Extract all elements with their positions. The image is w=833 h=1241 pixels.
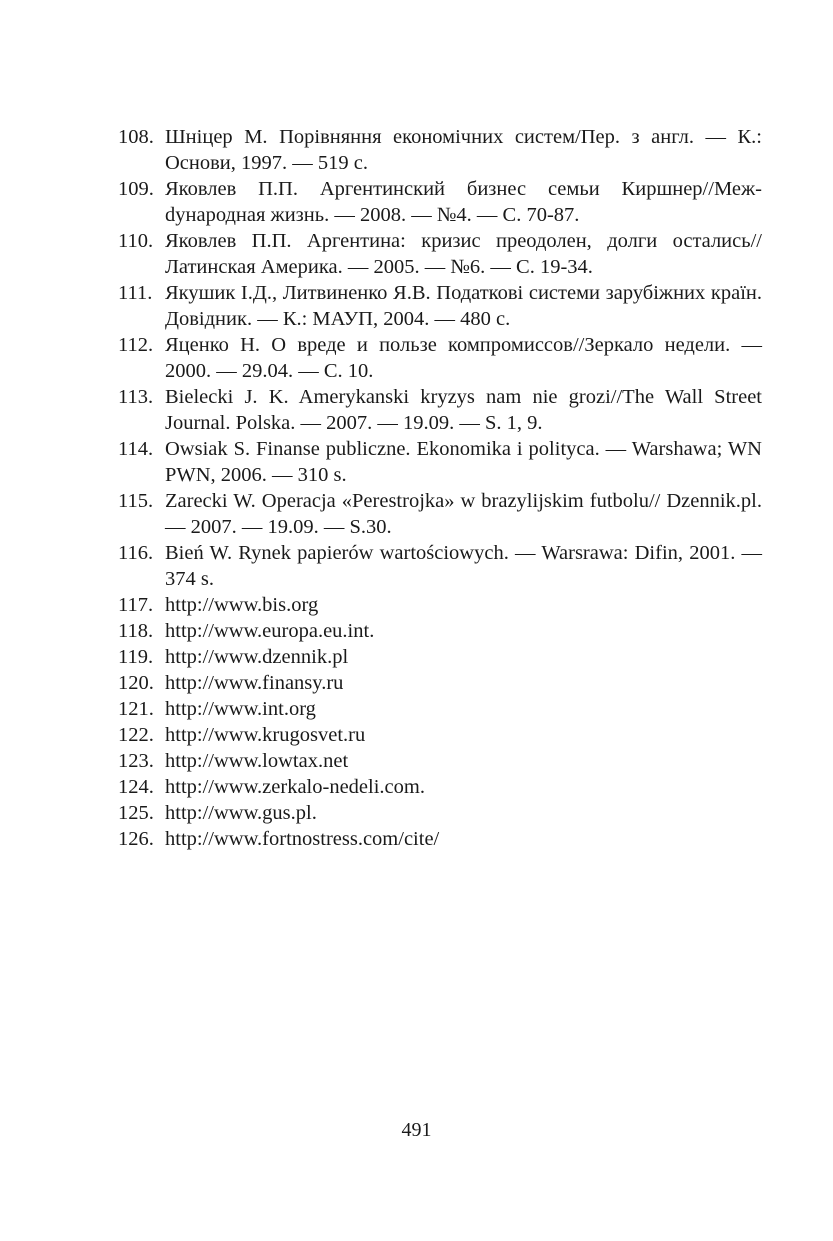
reference-item (118, 228, 762, 280)
reference-item (118, 774, 762, 800)
reference-item (118, 826, 762, 852)
reference-number: 111. (118, 282, 153, 304)
reference-link: http://www.bis.org (165, 594, 319, 616)
reference-text: Якушик І.Д., Литвиненко Я.В. Податкові системи зарубіжних країн. Довідник. — К.: МАУП, 2004. — 480 с. (165, 282, 762, 330)
reference-number: 114. (118, 438, 154, 460)
reference-item (118, 670, 762, 696)
reference-item (118, 540, 762, 592)
reference-text: Zarecki W. Operacja «Perestrojka» w brazylijskim futbolu// Dzennik.pl. — 2007. — 19.09. — S.30. (165, 490, 762, 538)
reference-item (118, 280, 762, 332)
reference-number: 115. (118, 490, 154, 512)
reference-text: Owsiak S. Finanse publiczne. Ekonomika i polityca. — Warshawa; WN PWN, 2006. — 310 s. (165, 438, 762, 486)
reference-text: Шніцер М. Порівняння економічних систем/Пер. з англ. — К.: Основи, 1997. — 519 с. (165, 126, 762, 174)
reference-text: Яценко Н. О вреде и пользе компромиссов//Зеркало недели. — 2000. — 29.04. — С. 10. (165, 334, 762, 382)
reference-link: http://www.europa.eu.int. (165, 620, 375, 642)
reference-number: 123. (118, 750, 154, 772)
reference-number: 117. (118, 594, 154, 616)
reference-link: http://www.int.org (165, 698, 316, 720)
reference-number: 108. (118, 126, 154, 148)
reference-item (118, 384, 762, 436)
reference-number: 118. (118, 620, 154, 642)
reference-number: 110. (118, 230, 154, 252)
reference-number: 125. (118, 802, 154, 824)
reference-number: 120. (118, 672, 154, 694)
reference-number: 126. (118, 828, 154, 850)
reference-text: Яковлев П.П. Аргентинский бизнес семьи Киршнер//Межdународная жизнь. — 2008. — №4. — С. 70-87. (165, 178, 762, 226)
reference-item (118, 488, 762, 540)
page-number: 491 (401, 1119, 432, 1141)
reference-item (118, 436, 762, 488)
reference-item (118, 592, 762, 618)
reference-item (118, 696, 762, 722)
reference-text: Bielecki J. K. Amerykanski kryzys nam nie grozi//The Wall Street Journal. Polska. — 2007. — 19.09. — S. 1, 9. (165, 386, 762, 434)
reference-list (118, 124, 762, 852)
reference-link: http://www.fortnostress.com/cite/ (165, 828, 440, 850)
reference-number: 109. (118, 178, 154, 200)
reference-number: 116. (118, 542, 154, 564)
reference-item (118, 748, 762, 774)
reference-link: http://www.zerkalo-nedeli.com. (165, 776, 425, 798)
reference-number: 112. (118, 334, 154, 356)
reference-number: 119. (118, 646, 154, 668)
reference-link: http://www.lowtax.net (165, 750, 349, 772)
reference-item (118, 722, 762, 748)
reference-item (118, 176, 762, 228)
reference-text: Яковлев П.П. Аргентина: кризис преодолен, долги остались// Латинская Америка. — 2005. — №6. — С. 19-34. (165, 230, 762, 278)
reference-link: http://www.gus.pl. (165, 802, 317, 824)
reference-number: 124. (118, 776, 154, 798)
reference-link: http://www.krugosvet.ru (165, 724, 366, 746)
reference-link: http://www.finansy.ru (165, 672, 344, 694)
reference-text: Bień W. Rynek papierów wartościowych. — Warsrawa: Difin, 2001. — 374 s. (165, 542, 762, 590)
reference-item (118, 618, 762, 644)
reference-item (118, 332, 762, 384)
reference-item (118, 124, 762, 176)
reference-number: 121. (118, 698, 154, 720)
reference-link: http://www.dzennik.pl (165, 646, 349, 668)
reference-number: 113. (118, 386, 154, 408)
reference-number: 122. (118, 724, 154, 746)
reference-item (118, 800, 762, 826)
reference-item (118, 644, 762, 670)
